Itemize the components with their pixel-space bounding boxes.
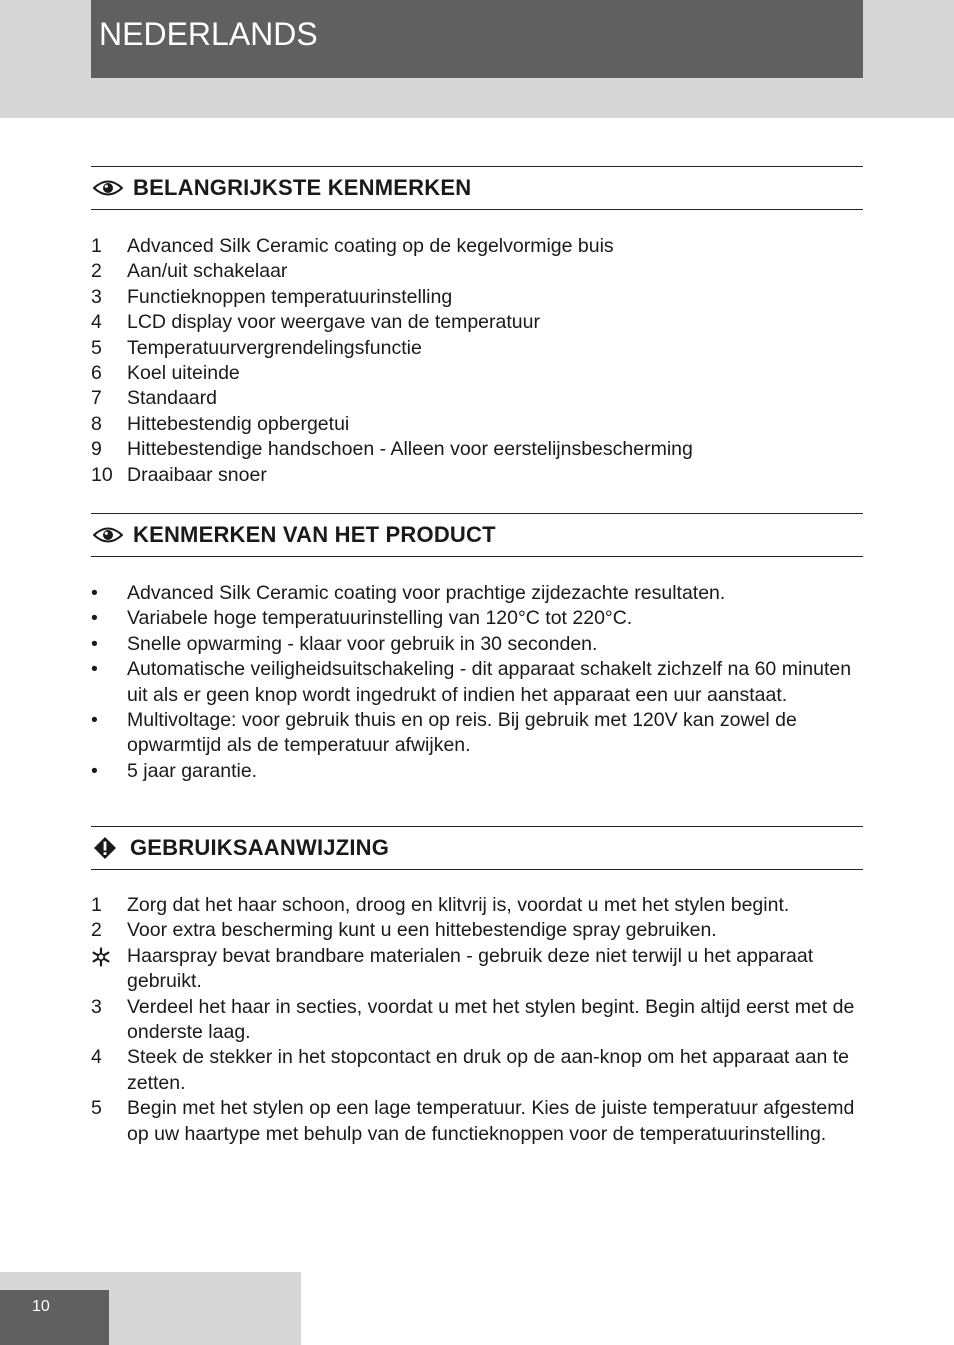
item-number: 5: [91, 336, 102, 359]
item-text: Hittebestendig opbergetui: [127, 412, 350, 435]
list-item: [91, 918, 863, 943]
list-item: [91, 234, 863, 259]
bullet-icon: •: [91, 607, 98, 630]
item-number: 2: [91, 919, 102, 942]
list-item: [91, 437, 863, 462]
language-bar: [91, 0, 863, 78]
item-text: Temperatuurvergrendelingsfunctie: [127, 336, 422, 359]
list-item: [91, 1096, 863, 1147]
list-item: [91, 259, 863, 284]
list-item: [91, 759, 863, 784]
item-text: Automatische veiligheidsuitschakeling - dit apparaat schakelt zichzelf na 60 minuten uit als er geen knop wordt ingedrukt of indien het apparaat een uur aanstaat.: [127, 658, 852, 706]
language-title: NEDERLANDS: [99, 16, 318, 52]
item-number: 5: [91, 1097, 102, 1120]
bullet-icon: •: [91, 582, 98, 604]
bullet-icon: •: [91, 759, 98, 782]
item-text: Verdeel het haar in secties, voordat u met het stylen begint. Begin altijd eerst met de onderste laag.: [127, 995, 855, 1044]
item-number: 9: [91, 438, 102, 461]
list-item: [91, 310, 863, 335]
item-text: Snelle opwarming - klaar voor gebruik in 30 seconden.: [127, 632, 598, 655]
usage-list: [91, 893, 863, 1147]
list-item: [91, 581, 863, 606]
item-number: 7: [91, 387, 102, 410]
features-list: [91, 234, 863, 488]
section-title-usage: GEBRUIKSAANWIJZING: [130, 835, 390, 860]
item-text: Multivoltage: voor gebruik thuis en op reis. Bij gebruik met 120V kan zowel de opwarmtijd als de temperatuur afwijken.: [127, 709, 797, 757]
item-number: 3: [91, 995, 102, 1018]
item-text: Voor extra bescherming kunt u een hittebestendige spray gebruiken.: [127, 919, 717, 942]
section-title-product: KENMERKEN VAN HET PRODUCT: [133, 522, 496, 547]
item-text: Advanced Silk Ceramic coating voor prachtige zijdezachte resultaten.: [127, 582, 726, 604]
item-text: Hittebestendige handschoen - Alleen voor eerstelijnsbescherming: [127, 438, 693, 461]
bullet-icon: •: [91, 658, 98, 681]
section-header-usage: [91, 826, 863, 870]
list-item: [91, 944, 863, 995]
bullet-icon: •: [91, 632, 98, 655]
item-text: Functieknoppen temperatuurinstelling: [127, 285, 453, 308]
item-text: Zorg dat het haar schoon, droog en klitvrij is, voordat u met het stylen begint.: [127, 894, 790, 916]
list-item: [91, 285, 863, 310]
item-text: 5 jaar garantie.: [127, 759, 258, 782]
item-text: Haarspray bevat brandbare materialen - gebruik deze niet terwijl u het apparaat gebruikt.: [127, 944, 814, 993]
list-item: [91, 657, 863, 708]
page-number-box: [0, 1290, 109, 1345]
list-item: [91, 336, 863, 361]
item-number: 4: [91, 311, 102, 334]
list-item: [91, 386, 863, 411]
item-text: Aan/uit schakelaar: [127, 260, 288, 283]
item-number: 1: [91, 235, 102, 257]
list-item: [91, 606, 863, 631]
list-item: [91, 995, 863, 1046]
section-header-product: [91, 513, 863, 557]
list-item: [91, 632, 863, 657]
item-number: 3: [91, 285, 102, 308]
item-text: Begin met het stylen op een lage temperatuur. Kies de juiste temperatuur afgestemd op uw haartype met behulp van de functieknoppen voor de temperatuurinstelling.: [127, 1097, 855, 1145]
eye-icon: [93, 523, 125, 547]
item-number: 2: [91, 260, 102, 283]
item-text: Koel uiteinde: [127, 362, 240, 385]
bullet-icon: •: [91, 709, 98, 732]
item-text: Advanced Silk Ceramic coating op de kegelvormige buis: [127, 235, 614, 257]
list-item: [91, 708, 863, 759]
product-list: [91, 581, 863, 784]
item-number: 1: [91, 894, 102, 916]
list-item: [91, 412, 863, 437]
list-item: [91, 893, 863, 918]
eye-icon: [93, 176, 125, 200]
list-item: [91, 361, 863, 386]
page-number: 10: [32, 1298, 50, 1315]
list-item: [91, 1045, 863, 1096]
item-text: Draaibaar snoer: [127, 463, 267, 486]
list-item: [91, 463, 863, 488]
item-number: 6: [91, 362, 102, 385]
item-number: 8: [91, 412, 102, 435]
item-text: LCD display voor weergave van de temperatuur: [127, 311, 540, 334]
item-text: Steek de stekker in het stopcontact en druk op de aan-knop om het apparaat aan te zetten.: [127, 1046, 849, 1094]
warning-diamond-icon: [93, 836, 125, 860]
flame-warning-icon: [91, 944, 127, 995]
item-text: Standaard: [127, 387, 217, 410]
item-number: 10: [91, 463, 113, 486]
item-text: Variabele hoge temperatuurinstelling van 120°C tot 220°C.: [127, 607, 633, 630]
item-number: 4: [91, 1046, 102, 1069]
section-header-features: [91, 166, 863, 210]
section-title-features: BELANGRIJKSTE KENMERKEN: [133, 175, 472, 200]
